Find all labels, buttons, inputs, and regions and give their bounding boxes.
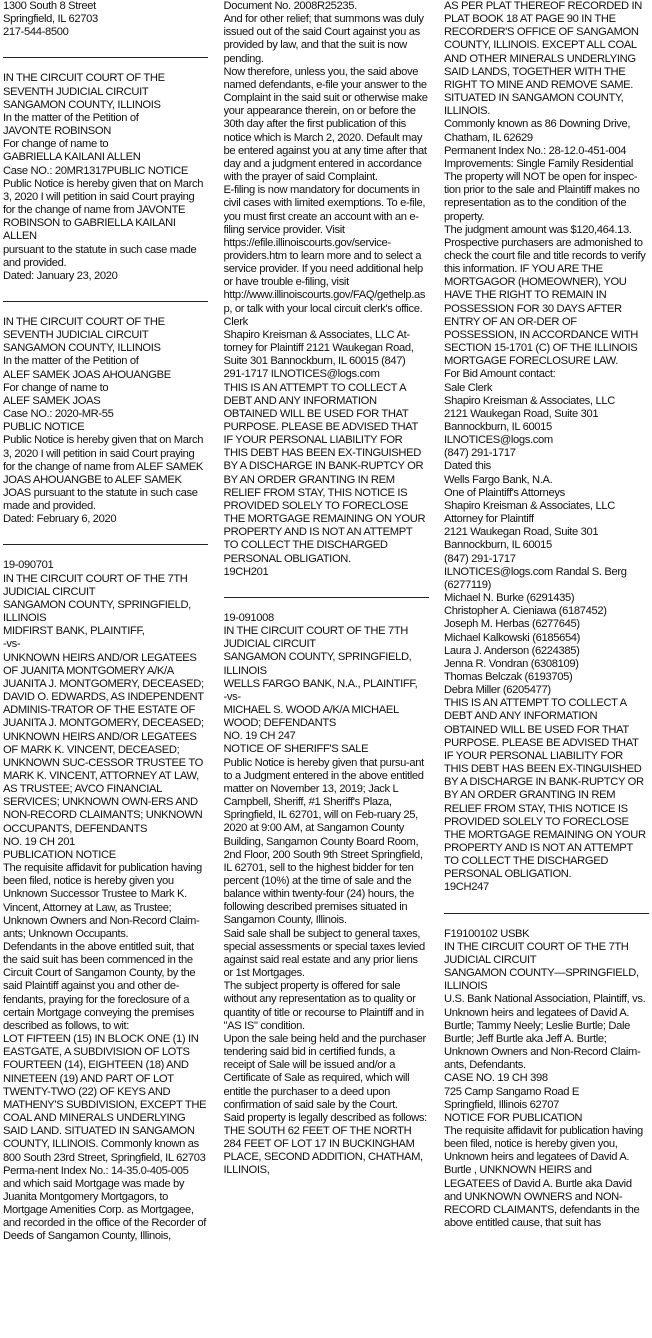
- notice-text-line: IN THE CIRCUIT COURT OF THE 7TH JUDICIAL CIRCUIT: [223, 625, 409, 651]
- notice-text-line: Bannockburn, IL 60015: [444, 539, 552, 552]
- notice-text-line: Public Notice is hereby given that on March 3, 2020 I will petition in said Court praying for the change of name from ALEF SAMEK JOAS AHOUANGBE to ALEF SAMEK JOAS pursuant to the statute in such case made and provided.: [3, 434, 204, 513]
- notice-text-line: Laura J. Anderson (6224385): [444, 644, 580, 657]
- notice-text-line: Jenna R. Vondran (6308109): [444, 657, 579, 670]
- notice-text-line: UNKNOWN HEIRS AND/OR LEGATEES OF JUANITA MONTGOMERY A/K/A JUANITA J. MONTGOMERY, DECEASED; DAVID O. EDWARDS, AS INDEPENDENT ADMINIS-TRATOR OF THE ESTATE OF JUANITA J. MONTGOMERY, DECEASED; UNKNOWN HEIRS AND/OR LEGATEES OF MARK K. VINCENT, DECEASED; UNKNOWN SUC-CESSOR TRUSTEE TO MARK K. VINCENT, ATTORNEY AT LAW, AS TRUSTEE; AVCO FINANCIAL SERVICES; UNKNOWN OWN-ERS AND NON-RECORD CLAIMANTS; UNKNOWN OCCUPANTS, DEFENDANTS: [3, 651, 204, 835]
- notice-text-line: U.S. Bank National Association, Plaintiff, vs.: [444, 993, 646, 1006]
- notice-text-line: pursuant to the statute in such case made and provided.: [3, 243, 197, 269]
- notice-text-line: Clerk: [223, 315, 248, 328]
- legal-notice: [224, 0, 429, 579]
- notice-text-line: The property will NOT be open for inspec-tion prior to the sale and Plaintiff makes no representation as to the condition of the property.: [444, 171, 640, 223]
- notice-text-line: 19CH247: [444, 881, 489, 894]
- legal-notice: [444, 0, 649, 895]
- notice-text-line: Case NO.: 2020-MR-55: [3, 408, 114, 421]
- notice-text-line: (847) 291-1717: [444, 552, 516, 565]
- legal-notice: [3, 316, 208, 527]
- notice-text-line: For Bid Amount contact:: [444, 368, 556, 381]
- notice-text-line: 2121 Waukegan Road, Suite 301: [444, 407, 599, 420]
- notice-text-line: ILNOTICES@logs.com: [444, 434, 553, 447]
- notice-text-line: Springfield, IL 62703: [3, 13, 98, 26]
- notice-text-line: LOT FIFTEEN (15) IN BLOCK ONE (1) IN EASTGATE, A SUBDIVISION OF LOTS FOURTEEN (14), EIGHTEEN (18) AND NINETEEN (19) AND PART OF LOT TWENTY-TWO (22) OF KEYS AND MATHENY'S SUBDIVISION, EXCEPT THE COAL AND MINERALS UNDERLYING SAID LAND. SITUATED IN SANGAMON COUNTY, ILLINOIS. Commonly known as 800 South 23rd Street, Springfield, IL 62703 Perma-nent Index No.: 14-35.0-405-005: [3, 1033, 207, 1177]
- notice-text-line: Michael Kalkowski (6185654): [444, 631, 581, 644]
- notice-text-line: Springfield, Illinois 62707: [444, 1098, 559, 1111]
- notice-text-line: Document No. 2008R25235.: [223, 0, 357, 12]
- notice-text-line: Public Notice is hereby given that on March 3, 2020 I will petition in said Court praying for the change of name from JAVONTE ROBINSON to GABRIELLA KAILANI ALLEN: [3, 177, 204, 243]
- notice-text-line: Shapiro Kreisman & Associates, LLC: [444, 394, 615, 407]
- notice-text-line: 1300 South 8 Street: [3, 0, 96, 12]
- notice-text-line: 725 Camp Sangamo Road E: [444, 1085, 579, 1098]
- notice-text-line: IN THE CIRCUIT COURT OF THE 7TH JUDICIAL CIRCUIT: [3, 572, 188, 598]
- notice-text-line: Christopher A. Cieniawa (6187452): [444, 605, 607, 618]
- notice-text-line: For change of name to: [3, 138, 109, 151]
- notice-text-line: In the matter of the Petition of: [3, 355, 139, 368]
- notice-text-line: Wells Fargo Bank, N.A.: [444, 473, 553, 486]
- notice-text-line: ILNOTICES@logs.com Randal S. Berg (6277119): [444, 565, 627, 591]
- column-3: [444, 0, 649, 1338]
- notice-text-line: SANGAMON COUNTY, SPRINGFIELD, ILLINOIS: [223, 651, 412, 677]
- notice-text-line: Shapiro Kreisman & Associates, LLC: [444, 499, 615, 512]
- column-2: [224, 0, 429, 1338]
- notice-text-line: E-filing is now mandatory for documents in civil cases with limited exemptions. To e-file, you must first create an account with an e-filing service provider. Visit https://efile.illinoiscourts.gov/service-providers.htm to learn more and to select a service provider. If you need additional help or have trouble e-filing, visit http://www.illinoiscourts.gov/FAQ/gethelp.asp, or talk with your local circuit clerk's office.: [223, 184, 426, 315]
- notice-divider: [3, 544, 208, 545]
- legal-notice: [3, 559, 208, 1243]
- notice-text-line: Joseph M. Herbas (6277645): [444, 618, 580, 631]
- notice-text-line: Michael N. Burke (6291435): [444, 592, 575, 605]
- notice-text-line: Debra Miller (6205477): [444, 684, 551, 697]
- notice-text-line: Commonly known as 86 Downing Drive, Chatham, IL 62629: [444, 118, 631, 144]
- notice-text-line: SANGAMON COUNTY—SPRINGFIELD, ILLINOIS: [444, 967, 639, 993]
- notice-text-line: NOTICE FOR PUBLICATION: [444, 1111, 583, 1124]
- notice-text-line: WELLS FARGO BANK, N.A., PLAINTIFF,: [223, 677, 418, 690]
- notice-text-line: Now therefore, unless you, the said above named defendants, e-file your answer to the Complaint in the said suit or otherwise make your appearance therein, on or before the 30th day after the first publication of this notice which is March 2, 2020. Default may be entered against you at any time after that day and a judgment entered in accordance with the prayer of said Complaint.: [223, 65, 428, 184]
- notice-text-line: Unknown heirs and legatees of David A. Burtle; Tammy Neely; Leslie Burtle; Dale Burtle; Jeff Burtle aka Jeff A. Burtle; Unknown Owners and Non-Record Claim-ants, Defendants.: [444, 1006, 641, 1072]
- notice-text-line: THE SOUTH 62 FEET OF THE NORTH 284 FEET OF LOT 17 IN BUCKINGHAM PLACE, SECOND ADDITION, CHATHAM, ILLINOIS,: [223, 1124, 423, 1177]
- notice-text-line: And for other relief; that summons was duly issued out of the said Court against you as provided by law, and that the suit is now pending.: [223, 13, 424, 65]
- notice-text-line: PUBLICATION NOTICE: [3, 848, 116, 861]
- notice-divider: [224, 597, 429, 598]
- notice-text-line: Defendants in the above entitled suit, that the said suit has been commenced in the Circuit Court of Sangamon County, by the said Plaintiff against you and other de-fendants, praying for the foreclosure of a certain Mortgage conveying the premises described as follows, to wit:: [3, 941, 196, 1032]
- notice-text-line: Dated: February 6, 2020: [3, 513, 117, 526]
- notice-text-line: ALEF SAMEK JOAS: [3, 394, 101, 407]
- notice-text-line: For change of name to: [3, 381, 109, 394]
- notice-text-line: The subject property is offered for sale without any representation as to quality or quantity of title or recourse to Plaintiff and in "AS IS" condition.: [223, 980, 424, 1032]
- legal-notice: [224, 612, 429, 1178]
- notice-text-line: and which said Mortgage was made by Juanita Montgomery Mortgagors, to Mortgage Amenities Corp. as Mortgagee, and recorded in the office of the Recorder of Deeds of Sangamon County, Illinois,: [3, 1177, 206, 1243]
- notice-text-line: 19CH201: [223, 565, 269, 578]
- notice-text-line: IN THE CIRCUIT COURT OF THE 7TH JUDICIAL CIRCUIT: [444, 940, 629, 966]
- legal-notice: [444, 928, 649, 1231]
- notice-text-line: AS PER PLAT THEREOF RECORDED IN PLAT BOOK 18 AT PAGE 90 IN THE RECORDER'S OFFICE OF SANGAMON COUNTY, ILLINOIS. EXCEPT ALL COAL AND OTHER MINERALS UNDERLYING SAID LANDS, TOGETHER WITH THE RIGHT TO MINE AND REMOVE SAME. SITUATED IN SANGAMON COUNTY, ILLINOIS.: [444, 0, 643, 118]
- notice-text-line: 19-090701: [3, 559, 54, 572]
- notice-text-line: Case NO.: 20MR1317PUBLIC NOTICE: [3, 164, 188, 177]
- notice-text-line: Dated this: [444, 460, 491, 473]
- notice-text-line: MICHAEL S. WOOD A/K/A MICHAEL WOOD; DEFENDANTS: [223, 703, 399, 730]
- column-1: [3, 0, 208, 1338]
- notice-text-line: 217-544-8500: [3, 26, 69, 39]
- notice-divider: [444, 913, 649, 914]
- notice-text-line: ALEF SAMEK JOAS AHOUANGBE: [3, 368, 171, 381]
- notice-divider: [3, 301, 208, 302]
- notice-text-line: In the matter of the Petition of: [3, 111, 139, 124]
- notice-text-line: (847) 291-1717: [444, 447, 516, 460]
- notice-text-line: The requisite affidavit for publication having been filed, notice is hereby given you, Unknown heirs and legatees of David A. Burtle , UNKNOWN HEIRS and LEGATEES of David A. Burtle aka David and UNKNOWN OWNERS and NON-RECORD CLAIMANTS, defendants in the above entitled cause, that suit has: [444, 1124, 643, 1230]
- notice-text-line: -vs-: [3, 638, 21, 651]
- notice-text-line: PUBLIC NOTICE: [3, 421, 85, 434]
- notice-text-line: IN THE CIRCUIT COURT OF THE SEVENTH JUDICIAL CIRCUIT: [3, 315, 165, 342]
- notice-text-line: THIS IS AN ATTEMPT TO COLLECT A DEBT AND ANY INFORMATION OBTAINED WILL BE USED FOR THAT PURPOSE. PLEASE BE ADVISED THAT IF YOUR PERSONAL LIABILITY FOR THIS DEBT HAS BEEN EX-TINGUISHED BY A DISCHARGE IN BANK-RUPTCY OR BY AN ORDER GRANTING IN REM RELIEF FROM STAY, THIS NOTICE IS PROVIDED SOLELY TO FORECLOSE THE MORTGAGE REMAINING ON YOUR PROPERTY AND IS NOT AN ATTEMPT TO COLLECT THE DISCHARGED PERSONAL OBLIGATION.: [444, 697, 646, 881]
- notice-text-line: SANGAMON COUNTY, ILLINOIS: [3, 98, 161, 111]
- notice-text-line: 2121 Waukegan Road, Suite 301: [444, 526, 599, 539]
- notice-text-line: Shapiro Kreisman & Associates, LLC At-torney for Plaintiff 2121 Waukegan Road, Suite 301 Bannockburn, IL 60015 (847) 291-1717 ILNOTICES@logs.com: [223, 328, 414, 381]
- notice-text-line: Thomas Belczak (6193705): [444, 670, 573, 683]
- notice-text-line: Said sale shall be subject to general taxes, special assessments or special taxes levied against said real estate and any prior liens or 1st Mortgages.: [223, 927, 425, 980]
- notice-text-line: Sale Clerk: [444, 381, 493, 394]
- notice-text-line: NOTICE OF SHERIFF'S SALE: [223, 743, 369, 756]
- notice-text-line: GABRIELLA KAILANI ALLEN: [3, 151, 141, 164]
- notice-divider: [3, 57, 208, 58]
- legal-notice: [3, 72, 208, 283]
- notice-text-line: NO. 19 CH 247: [223, 730, 296, 743]
- notice-text-line: Said property is legally described as follows:: [223, 1111, 427, 1124]
- notice-text-line: The judgment amount was $120,464.13. Prospective purchasers are admonished to check the court file and title records to verify this information. IF YOU ARE THE MORTGAGOR (HOMEOWNER), YOU HAVE THE RIGHT TO REMAIN IN POSSESSION FOR 30 DAYS AFTER ENTRY OF AN OR-DER OF POSSESSION, IN ACCORDANCE WITH SECTION 15-1701 (C) OF THE ILLINOIS MORTGAGE FORECLOSURE LAW.: [444, 223, 646, 368]
- notice-text-line: Upon the sale being held and the purchaser tendering said bid in certified funds, a receipt of Sale will be issued and/or a Certificate of Sale as required, which will entitle the purchaser to a deed upon confirmation of said sale by the Court.: [223, 1032, 426, 1111]
- notice-text-line: SANGAMON COUNTY, SPRINGFIELD, ILLINOIS: [3, 598, 191, 625]
- notice-text-line: MIDFIRST BANK, PLAINTIFF,: [3, 625, 145, 638]
- notice-text-line: Dated: January 23, 2020: [3, 269, 118, 282]
- notice-text-line: SANGAMON COUNTY, ILLINOIS: [3, 342, 161, 355]
- notice-text-line: Bannockburn, IL 60015: [444, 421, 552, 433]
- notice-text-line: 19-091008: [223, 611, 274, 624]
- notice-text-line: The requisite affidavit for publication having been filed, notice is hereby given you Unknown Successor Trustee to Mark K. Vincent, Attorney at Law, as Trustee; Unknown Owners and Non-Record Claim-ants; Unknown Occupants.: [3, 862, 202, 940]
- notice-text-line: Improvements: Single Family Residential: [444, 157, 634, 170]
- notice-text-line: NO. 19 CH 201: [3, 835, 75, 848]
- notice-text-line: Permanent Index No.: 28-12.0-451-004: [444, 144, 627, 157]
- notice-text-line: CASE NO. 19 CH 398: [444, 1072, 548, 1085]
- notice-text-line: Public Notice is hereby given that pursu-ant to a Judgment entered in the above entitled matter on November 13, 2019; Jack L Campbell, Sheriff, #1 Sheriff's Plaza, Springfield, IL 62701, will on Feb-ruary 25, 2020 at 9:00 AM, at Sangamon County Building, Sangamon County Board Room, 2nd Floor, 200 South 9th Street Springfield, IL 62701, sell to the highest bidder for ten percent (10%) at the time of sale and the balance within twenty-four (24) hours, the following described premises situated in Sangamon County, Illinois.: [223, 756, 424, 927]
- notice-text-line: F19100102 USBK: [444, 927, 530, 940]
- notice-text-line: One of Plaintiff's Attorneys: [444, 486, 565, 499]
- notice-text-line: Attorney for Plaintiff: [444, 513, 534, 526]
- notice-text-line: -vs-: [223, 690, 241, 703]
- notice-text-line: THIS IS AN ATTEMPT TO COLLECT A DEBT AND ANY INFORMATION OBTAINED WILL BE USED FOR THAT PURPOSE. PLEASE BE ADVISED THAT IF YOUR PERSONAL LIABILITY FOR THIS DEBT HAS BEEN EX-TINGUISHED BY A DISCHARGE IN BANK-RUPTCY OR BY AN ORDER GRANTING IN REM RELIEF FROM STAY, THIS NOTICE IS PROVIDED SOLELY TO FORECLOSE THE MORTGAGE REMAINING ON YOUR PROPERTY AND IS NOT AN ATTEMPT TO COLLECT THE DISCHARGED PERSONAL OBLIGATION.: [223, 381, 426, 565]
- notice-text-line: JAVONTE ROBINSON: [3, 125, 111, 138]
- notice-text-line: IN THE CIRCUIT COURT OF THE SEVENTH JUDICIAL CIRCUIT: [3, 72, 165, 98]
- legal-notice: [3, 0, 208, 39]
